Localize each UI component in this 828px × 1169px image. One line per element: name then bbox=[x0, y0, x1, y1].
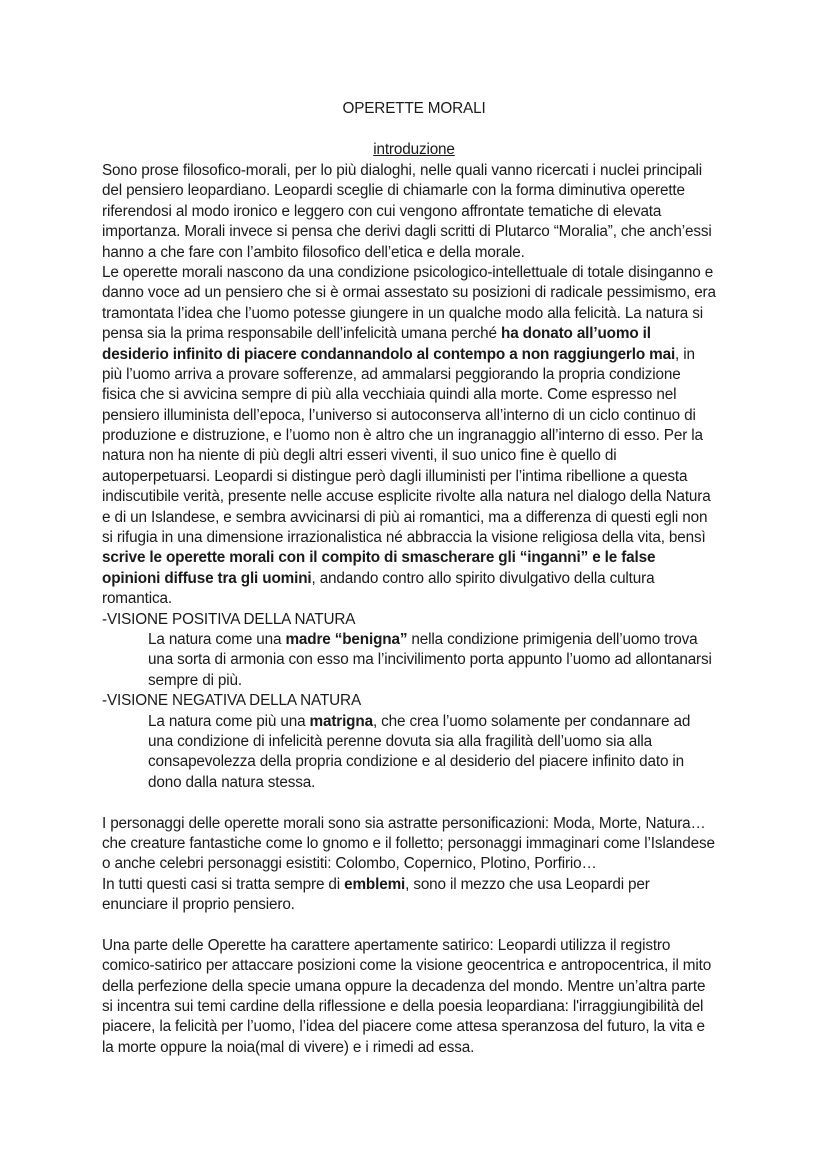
text-line: Sono prose filosofico-morali, per lo più dialoghi, nelle quali vanno ricercati i nuclei principali bbox=[102, 162, 703, 179]
text-line: si incentra sui temi cardine della riflessione e della poesia leopardiana: l'irraggiungibilità del bbox=[102, 998, 704, 1016]
text-span: , in bbox=[675, 345, 695, 363]
bold-text: emblemi bbox=[344, 875, 406, 893]
paragraph-characters bbox=[102, 814, 742, 916]
text-line: consapevolezza della propria condizione e al desiderio del piacere infinito dato in bbox=[148, 753, 685, 771]
section-heading-introduzione: introduzione bbox=[373, 141, 455, 158]
text-line: enunciare il proprio pensiero. bbox=[102, 896, 295, 914]
text-line: danno voce ad un pensiero che si è ormai assestato su posizioni di radicale pessimismo, era bbox=[102, 284, 716, 302]
text-line: autoperpetuarsi. Leopardi si distingue però dagli illuministi per l’intima ribellione a questa bbox=[102, 467, 688, 485]
section-heading-positive: -VISIONE POSITIVA DELLA NATURA bbox=[102, 610, 356, 628]
text-line: comico-satirico per attaccare posizioni come la visione geocentrica e antropocentrica, il mito bbox=[102, 957, 712, 975]
text-span: nella condizione primigenia dell’uomo trova bbox=[407, 630, 698, 648]
text-line: Una parte delle Operette ha carattere apertamente satirico: Leopardi utilizza il registro bbox=[102, 936, 671, 954]
text-span: In tutti questi casi si tratta sempre di bbox=[102, 875, 345, 893]
bold-text: opinioni diffuse tra gli uomini bbox=[102, 569, 312, 587]
text-line bbox=[102, 712, 742, 732]
text-line: pensiero illuminista dell’epoca, l’universo si autoconserva all’interno di un ciclo continuo di bbox=[102, 406, 696, 424]
text-line bbox=[102, 345, 742, 365]
section-negative-nature bbox=[102, 691, 742, 793]
text-span: , andando contro allo spirito divulgativo della cultura bbox=[311, 569, 655, 587]
text-span: , che crea l’uomo solamente per condannare ad bbox=[372, 712, 691, 730]
bold-text: ha donato all’uomo il bbox=[501, 325, 651, 343]
text-line: dono dalla natura stessa. bbox=[148, 773, 316, 791]
paragraph-spacer bbox=[102, 793, 742, 813]
text-line: riferendosi al modo ironico e leggero con cui vengono affrontate tematiche di elevata bbox=[102, 202, 662, 220]
document-title: OPERETTE MORALI bbox=[342, 100, 486, 117]
text-line: tramontata l’idea che l’uomo potesse giungere in un qualche modo alla felicità. La natura si bbox=[102, 304, 704, 322]
text-line bbox=[102, 630, 742, 650]
text-line bbox=[102, 548, 742, 568]
text-line: della perfezione della specie umana oppure la decadenza del mondo. Mentre un’altra parte bbox=[102, 977, 706, 995]
bold-text: madre “benigna” bbox=[285, 630, 408, 648]
text-line bbox=[102, 324, 742, 344]
text-line: produzione e distruzione, e l’uomo non è altro che un ingranaggio all’interno di esso. Per la bbox=[102, 427, 703, 445]
text-line: o anche celebri personaggi esistiti: Colombo, Copernico, Plotino, Porfirio… bbox=[102, 855, 597, 873]
text-line: indiscutibile verità, presente nelle accuse esplicite rivolte alla natura nel dialogo della Natura bbox=[102, 488, 711, 506]
text-span: La natura come più una bbox=[148, 712, 310, 730]
text-line: sempre di più. bbox=[148, 671, 242, 689]
text-line bbox=[102, 569, 742, 589]
text-line: una condizione di infelicità perenne dovuta sia alla fragilità dell’uomo sia alla bbox=[148, 732, 653, 750]
text-line: una sorta di armonia con esso ma l’incivilimento porta appunto l’uomo ad allontanarsi bbox=[148, 651, 712, 669]
text-line bbox=[102, 875, 742, 895]
text-line: più l’uomo arriva a provare sofferenze, ad ammalarsi peggiorando la propria condizione bbox=[102, 365, 681, 383]
paragraph-satire bbox=[102, 936, 742, 1058]
text-line: si rifugia in una dimensione irrazionalistica né abbraccia la visione religiosa della vita, bensì bbox=[102, 529, 706, 547]
paragraph-origins bbox=[102, 263, 742, 610]
text-span: , sono il mezzo che usa Leopardi per bbox=[405, 875, 650, 893]
bold-text: desiderio infinito di piacere condannandolo al contempo a non raggiungerlo mai bbox=[102, 345, 676, 363]
section-positive-nature bbox=[102, 610, 742, 692]
text-line: I personaggi delle operette morali sono sia astratte personificazioni: Moda, Morte, Natura… bbox=[102, 814, 706, 832]
text-line: hanno a che fare con l’ambito filosofico dell’etica e della morale. bbox=[102, 243, 525, 261]
document-body bbox=[102, 161, 742, 1058]
section-heading-negative: -VISIONE NEGATIVA DELLA NATURA bbox=[102, 692, 362, 710]
text-line: piacere, la felicità per l’uomo, l’idea del piacere come attesa speranzosa del futuro, la vita e bbox=[102, 1018, 705, 1036]
text-line: del pensiero leopardiano. Leopardi sceglie di chiamarle con la forma diminutiva operette bbox=[102, 182, 685, 200]
text-line: e di un Islandese, e sembra avvicinarsi di più ai romantici, ma a differenza di questi egli non bbox=[102, 508, 708, 526]
text-span: pensa sia la prima responsabile dell’infelicità umana perché bbox=[102, 325, 501, 343]
text-line: fisica che si avvicina sempre di più alla vecchiaia quindi alla morte. Come espresso nel bbox=[102, 386, 677, 404]
bold-text: matrigna bbox=[309, 712, 373, 730]
text-span: La natura come una bbox=[148, 630, 286, 648]
paragraph-spacer bbox=[102, 915, 742, 935]
text-line: Le operette morali nascono da una condizione psicologico-intellettuale di totale disinganno e bbox=[102, 263, 714, 281]
text-line: natura non ha niente di più degli altri esseri viventi, il suo unico fine è quello di bbox=[102, 447, 617, 465]
bold-text: scrive le operette morali con il compito di smascherare gli “inganni” e le false bbox=[102, 549, 656, 567]
text-line: la morte oppure la noia(mal di vivere) e i rimedi ad essa. bbox=[102, 1038, 475, 1056]
text-line: che creature fantastiche come lo gnomo e il folletto; personaggi immaginari come l’Islandese bbox=[102, 834, 715, 852]
paragraph-intro bbox=[102, 161, 742, 263]
text-line: romantica. bbox=[102, 590, 172, 608]
text-line: importanza. Morali invece si pensa che derivi dagli scritti di Plutarco “Moralia”, che anch’essi bbox=[102, 223, 712, 241]
